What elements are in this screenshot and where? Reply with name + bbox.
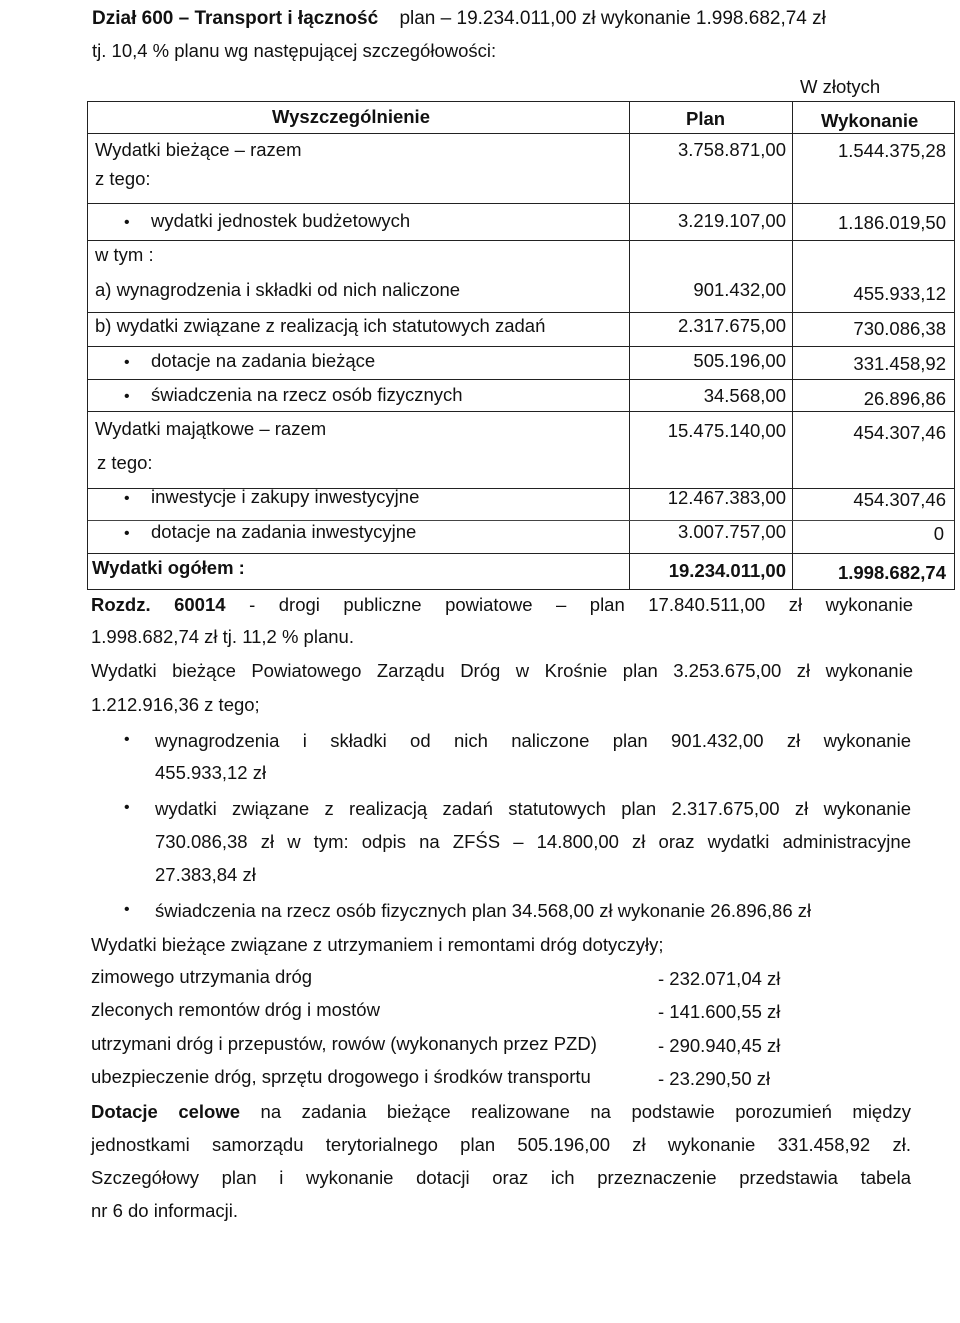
maintenance-item-label: utrzymani dróg i przepustów, rowów (wykonanych przez PZD) [91,1033,597,1054]
expense-table [87,101,955,590]
column-header-description: Wyszczególnienie [272,106,430,127]
table-row-execution: 454.307,46 [853,489,946,510]
rozdz-line-1 [91,594,913,616]
table-row-execution: 331.458,92 [853,353,946,374]
table-row-label: w tym : [95,244,154,265]
table-row-plan: 15.475.140,00 [667,420,786,441]
column-header-plan: Plan [686,108,726,129]
table-row-label: • świadczenia na rzecz osób fizycznych [118,384,463,406]
table-row-plan: 505.196,00 [693,350,786,371]
table-total-label: Wydatki ogółem : [92,557,245,578]
column-header-execution: Wykonanie [821,110,919,131]
section-heading-values: plan – 19.234.011,00 zł wykonanie 1.998.682,74 zł [399,8,826,29]
rozdz-line-2: 1.998.682,74 zł tj. 11,2 % planu. [91,626,354,647]
section-subheading: tj. 10,4 % planu wg następującej szczegółowości: [92,40,497,61]
table-row-label: • inwestycje i zakupy inwestycyjne [118,486,419,508]
maintenance-item-label: zimowego utrzymania dróg [91,966,313,987]
maintenance-item-label: ubezpieczenie dróg, sprzętu drogowego i środków transportu [91,1066,591,1087]
bullet-statutory-line-2: 730.086,38 zł w tym: odpis na ZFŚS – 14.800,00 zł oraz wydatki administracyjne [155,831,911,852]
pzd-line-1: Wydatki bieżące Powiatowego Zarządu Dróg w Krośnie plan 3.253.675,00 zł wykonanie [91,660,913,681]
table-row-label: b) wydatki związane z realizacją ich statutowych zadań [95,315,546,336]
dotacje-line-3: Szczegółowy plan i wykonanie dotacji oraz ich przeznaczenie przedstawia tabela [91,1167,911,1188]
dotacje-line-4: nr 6 do informacji. [91,1200,239,1221]
rozdz-values: - drogi publiczne powiatowe – plan 17.840.511,00 zł wykonanie [249,594,913,615]
table-row-plan: 3.007.757,00 [677,521,786,542]
bullet-statutory-line-3: 27.383,84 zł [155,864,256,885]
maintenance-item-label: zleconych remontów dróg i mostów [91,999,380,1020]
maintenance-intro: Wydatki bieżące związane z utrzymaniem i remontami dróg dotyczyły; [91,934,664,955]
table-row-label: a) wynagrodzenia i składki od nich naliczone [95,279,461,300]
section-heading [92,8,826,31]
table-row-label: Wydatki majątkowe – razem [95,418,327,439]
table-row-plan: 34.568,00 [703,385,786,406]
table-total-execution: 1.998.682,74 [837,562,946,583]
dotacje-line-1 [91,1101,911,1123]
table-row-plan: 2.317.675,00 [677,315,786,336]
table-row-label: z tego: [97,452,153,473]
bullet-statutory-line-1: • wydatki związane z realizacją zadań statutowych plan 2.317.675,00 zł wykonanie [155,798,911,820]
table-row-plan: 3.219.107,00 [677,210,786,231]
table-row-label: • dotacje na zadania bieżące [118,350,375,372]
table-row-label: • wydatki jednostek budżetowych [118,210,410,232]
maintenance-item-amount: - 141.600,55 zł [658,1001,781,1022]
section-heading-label: Dział 600 – Transport i łączność [92,8,379,29]
table-row-execution: 1.544.375,28 [837,140,946,161]
table-row-label: z tego: [95,168,151,189]
table-row-label: Wydatki bieżące – razem [95,139,302,160]
table-unit-label: W złotych [800,76,881,97]
dotacje-line-2: jednostkami samorządu terytorialnego plan 505.196,00 zł wykonanie 331.458,92 zł. [91,1134,911,1155]
maintenance-item-amount: - 232.071,04 zł [658,968,781,989]
table-row-plan: 901.432,00 [693,279,786,300]
rozdz-label: Rozdz. 60014 [91,594,226,615]
table-row-plan: 3.758.871,00 [677,139,786,160]
table-row-execution: 454.307,46 [853,422,946,443]
bullet-remuneration-line-1: • wynagrodzenia i składki od nich naliczone plan 901.432,00 zł wykonanie [155,730,911,752]
pzd-line-2: 1.212.916,36 z tego; [91,694,260,715]
table-row-execution: 1.186.019,50 [837,212,946,233]
table-row-plan: 12.467.383,00 [667,487,786,508]
dotacje-rest: na zadania bieżące realizowane na podstawie porozumień między [260,1101,912,1122]
table-row-execution: 0 [933,523,944,544]
table-row-label: • dotacje na zadania inwestycyjne [118,521,416,543]
table-row-execution: 730.086,38 [853,318,946,339]
maintenance-item-amount: - 290.940,45 zł [658,1035,781,1056]
table-row-execution: 26.896,86 [863,388,946,409]
bullet-remuneration-line-2: 455.933,12 zł [155,762,267,783]
table-row-execution: 455.933,12 [853,283,946,304]
dotacje-label: Dotacje celowe [91,1101,241,1122]
bullet-benefits-line: • świadczenia na rzecz osób fizycznych plan 34.568,00 zł wykonanie 26.896,86 zł [155,900,811,922]
maintenance-item-amount: - 23.290,50 zł [658,1068,771,1089]
table-total-plan: 19.234.011,00 [668,560,786,581]
